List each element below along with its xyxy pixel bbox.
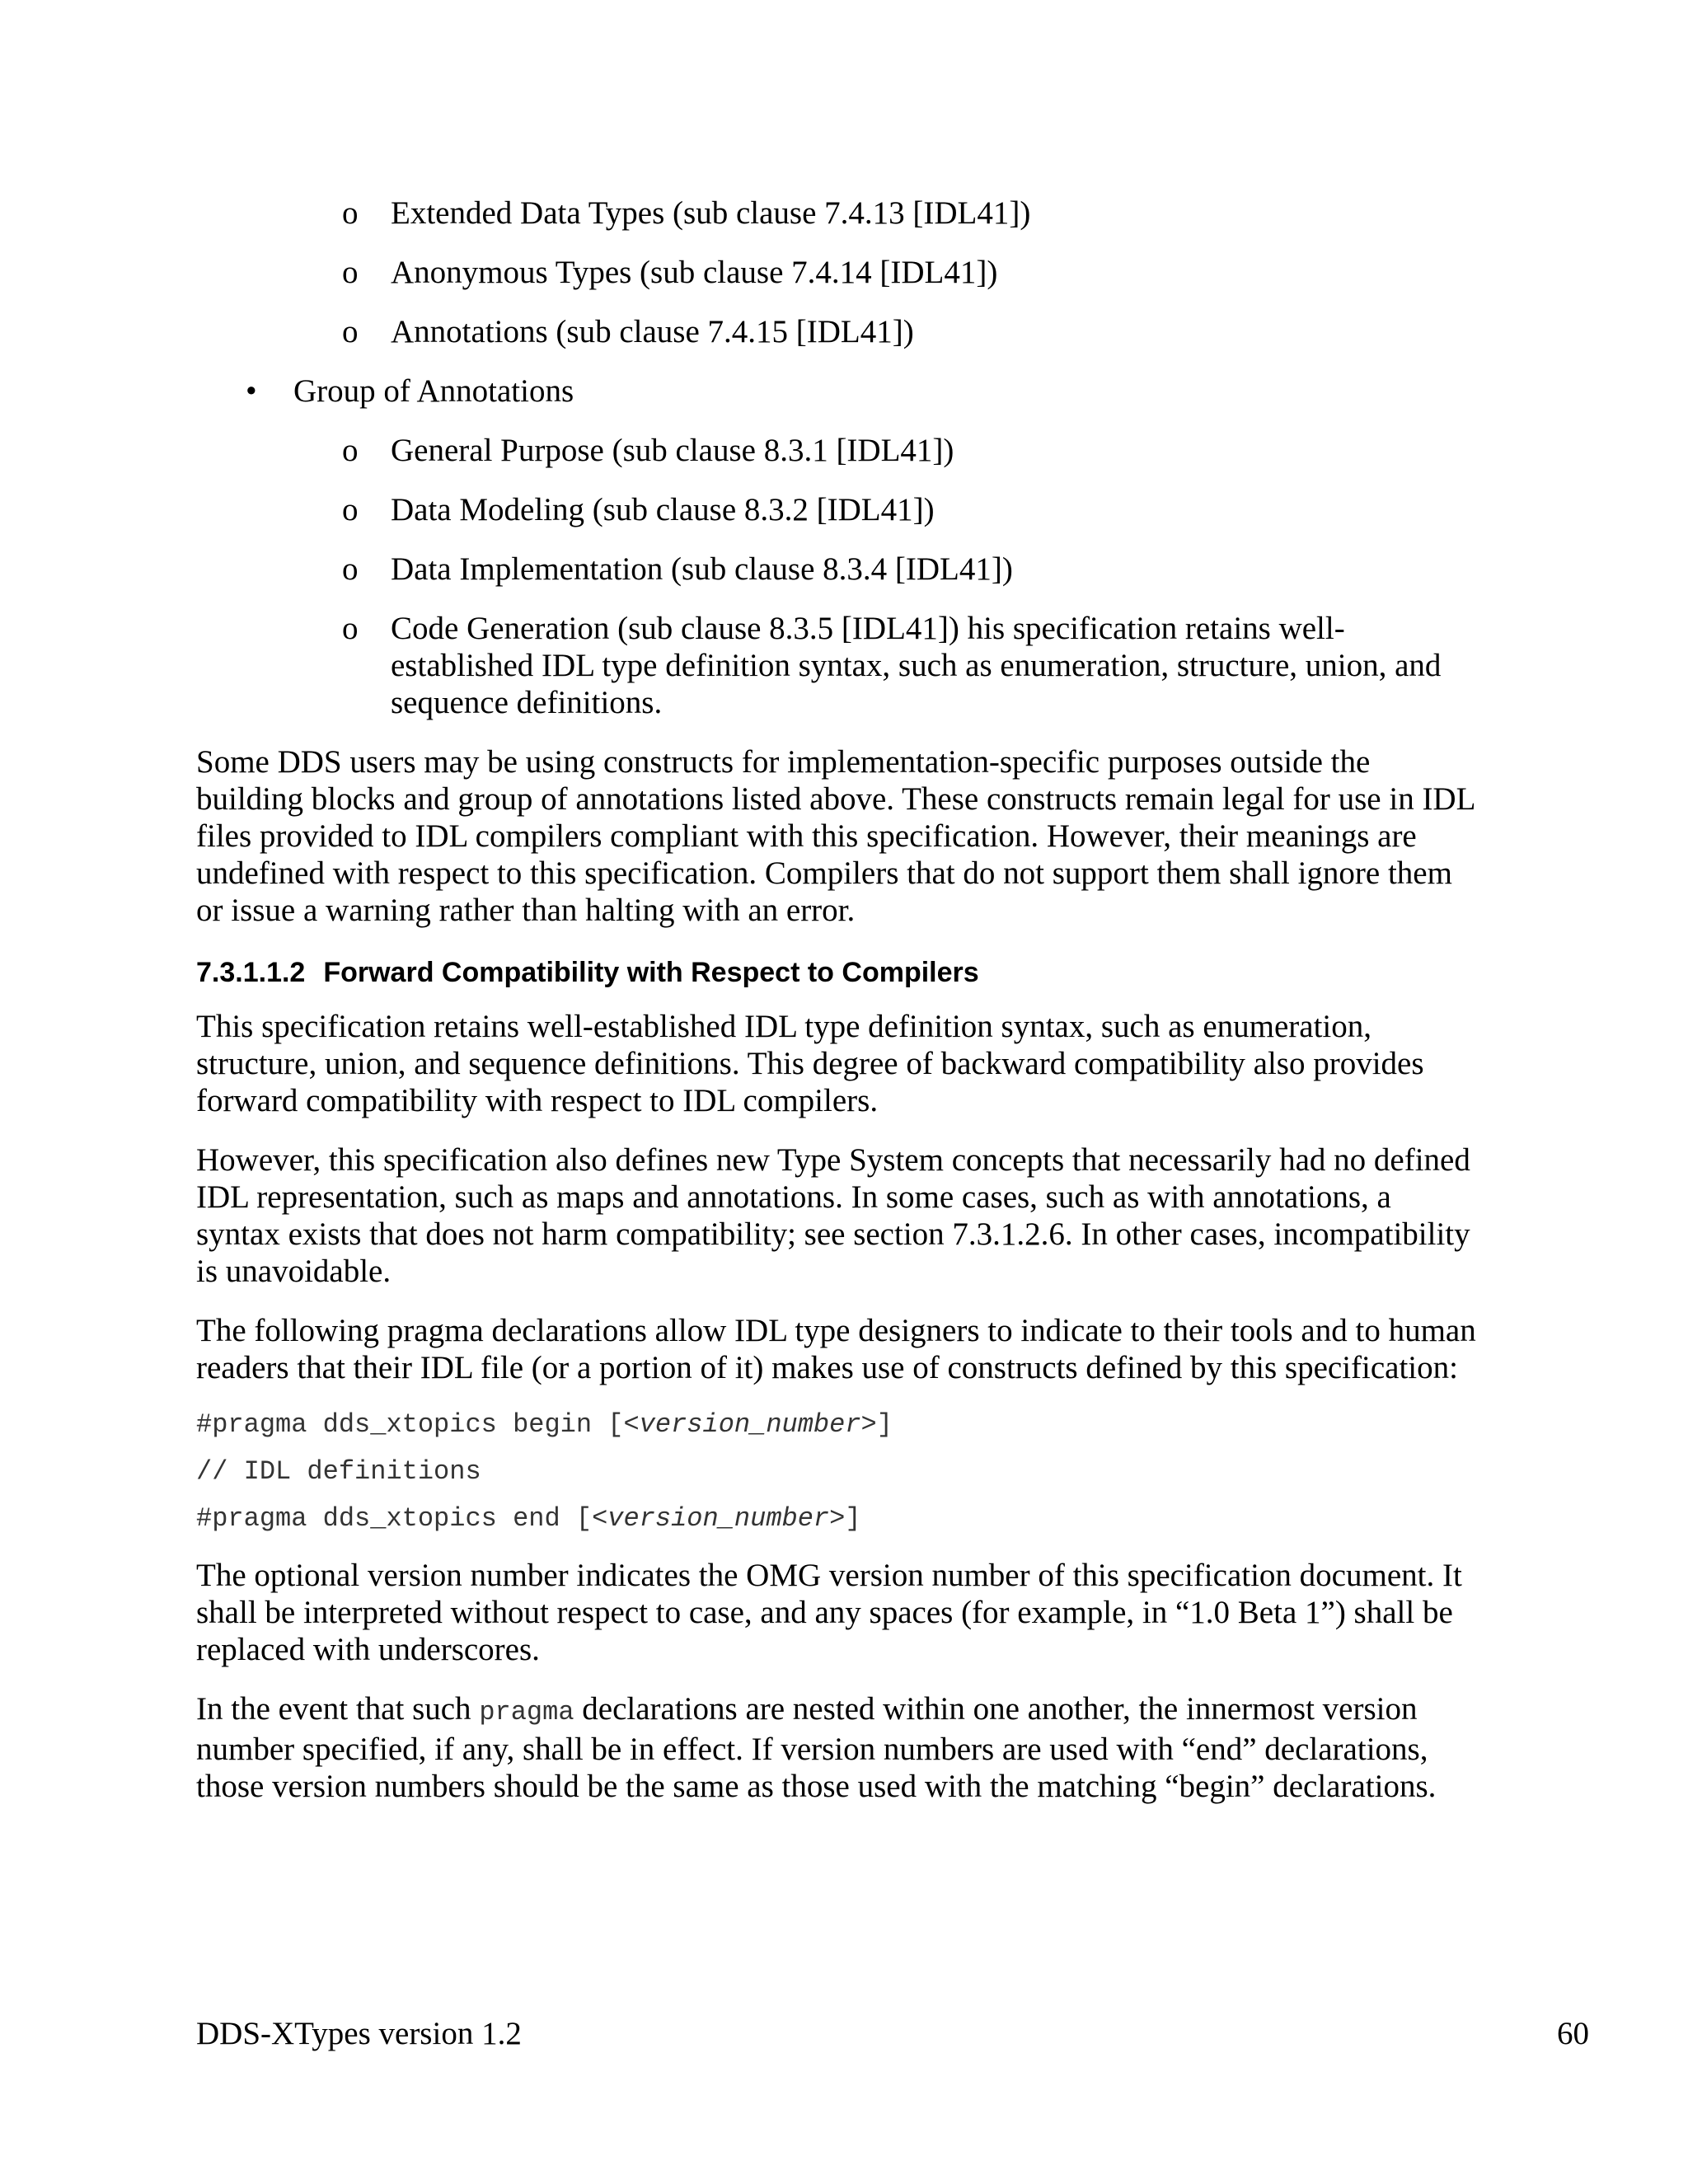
list-item <box>196 254 1482 291</box>
page-footer <box>196 2015 1589 2052</box>
section-heading <box>196 955 1482 990</box>
code-text: >] <box>829 1503 861 1534</box>
code-line <box>196 1502 1482 1535</box>
list-marker: o <box>342 314 359 349</box>
paragraph: Some DDS users may be using constructs for implementation-specific purposes outside the building blocks and group of annotations listed above. These constructs remain legal for use in IDL files provided to IDL compilers compliant with this specification. However, their meanings are undefined with respect to this specification. Compilers that do not support them shall ignore them or issue a warning rather than halting with an error. <box>196 744 1475 928</box>
list-item-text: Annotations (sub clause 7.4.15 [IDL41]) <box>391 314 914 349</box>
list-item <box>196 551 1482 588</box>
page-number: 60 <box>1557 2016 1589 2051</box>
bullet-item <box>196 373 1482 410</box>
code-line <box>196 1408 1482 1441</box>
paragraph: The optional version number indicates the OMG version number of this specification document. It shall be interpreted without respect to case, and any spaces (for example, in “1.0 Beta 1”) shall be replaced with underscores. <box>196 1558 1462 1667</box>
list-marker: o <box>342 611 359 646</box>
code-variable: version_number <box>607 1503 830 1534</box>
code-line <box>196 1455 1482 1488</box>
list-item <box>196 313 1482 350</box>
page-body <box>196 194 1482 1827</box>
list-marker: o <box>342 433 359 468</box>
list-marker: o <box>342 492 359 527</box>
inline-code: pragma <box>479 1697 574 1727</box>
list-item <box>196 610 1482 721</box>
paragraph: The following pragma declarations allow IDL type designers to indicate to their tools and to human readers that their IDL file (or a portion of it) makes use of constructs defined by this specification: <box>196 1313 1476 1385</box>
paragraph-text: In the event that such <box>196 1691 480 1727</box>
code-text: #pragma dds_xtopics end [< <box>196 1503 608 1534</box>
list-item-text: General Purpose (sub clause 8.3.1 [IDL41]) <box>391 433 954 468</box>
footer-document-title: DDS-XTypes version 1.2 <box>196 2016 522 2051</box>
code-text: #pragma dds_xtopics begin [< <box>196 1409 640 1440</box>
list-item <box>196 432 1482 469</box>
section-title: Forward Compatibility with Respect to Compilers <box>323 957 979 988</box>
list-item-text: Anonymous Types (sub clause 7.4.14 [IDL41]) <box>391 255 998 290</box>
list-marker: o <box>342 195 359 231</box>
list-marker: o <box>342 255 359 290</box>
list-marker: o <box>342 551 359 587</box>
code-comment: // IDL definitions <box>196 1456 481 1487</box>
paragraph: This specification retains well-established IDL type definition syntax, such as enumeration, structure, union, and sequence definitions. This degree of backward compatibility also provides forward compatibility with respect to IDL compilers. <box>196 1009 1424 1118</box>
bullet-item-text: Group of Annotations <box>293 373 574 409</box>
paragraph <box>196 1690 1482 1805</box>
list-item-text: Code Generation (sub clause 8.3.5 [IDL41]) his specification retains well-established IDL type definition syntax, such as enumeration, structure, union, and sequence definitions. <box>391 611 1442 720</box>
paragraph: However, this specification also defines new Type System concepts that necessarily had no defined IDL representation, such as maps and annotations. In some cases, such as with annotations, a syntax exists that does not harm compatibility; see section 7.3.1.2.6. In other cases, incompatibility is unavoidable. <box>196 1142 1470 1289</box>
list-item <box>196 491 1482 528</box>
code-text: >] <box>860 1409 893 1440</box>
list-item <box>196 194 1482 232</box>
list-item-text: Data Implementation (sub clause 8.3.4 [IDL41]) <box>391 551 1013 587</box>
list-item-text: Data Modeling (sub clause 8.3.2 [IDL41]) <box>391 492 935 527</box>
code-variable: version_number <box>639 1409 861 1440</box>
section-number: 7.3.1.1.2 <box>196 957 306 988</box>
bullet-marker: • <box>246 373 257 409</box>
paragraph-text: declarations are nested within one another, the innermost version number specified, if any, shall be in effect. If version numbers are used with “end” declarations, those version numbers should be the same as those used with the matching “begin” declarations. <box>196 1691 1437 1804</box>
list-item-text: Extended Data Types (sub clause 7.4.13 [IDL41]) <box>391 195 1031 231</box>
